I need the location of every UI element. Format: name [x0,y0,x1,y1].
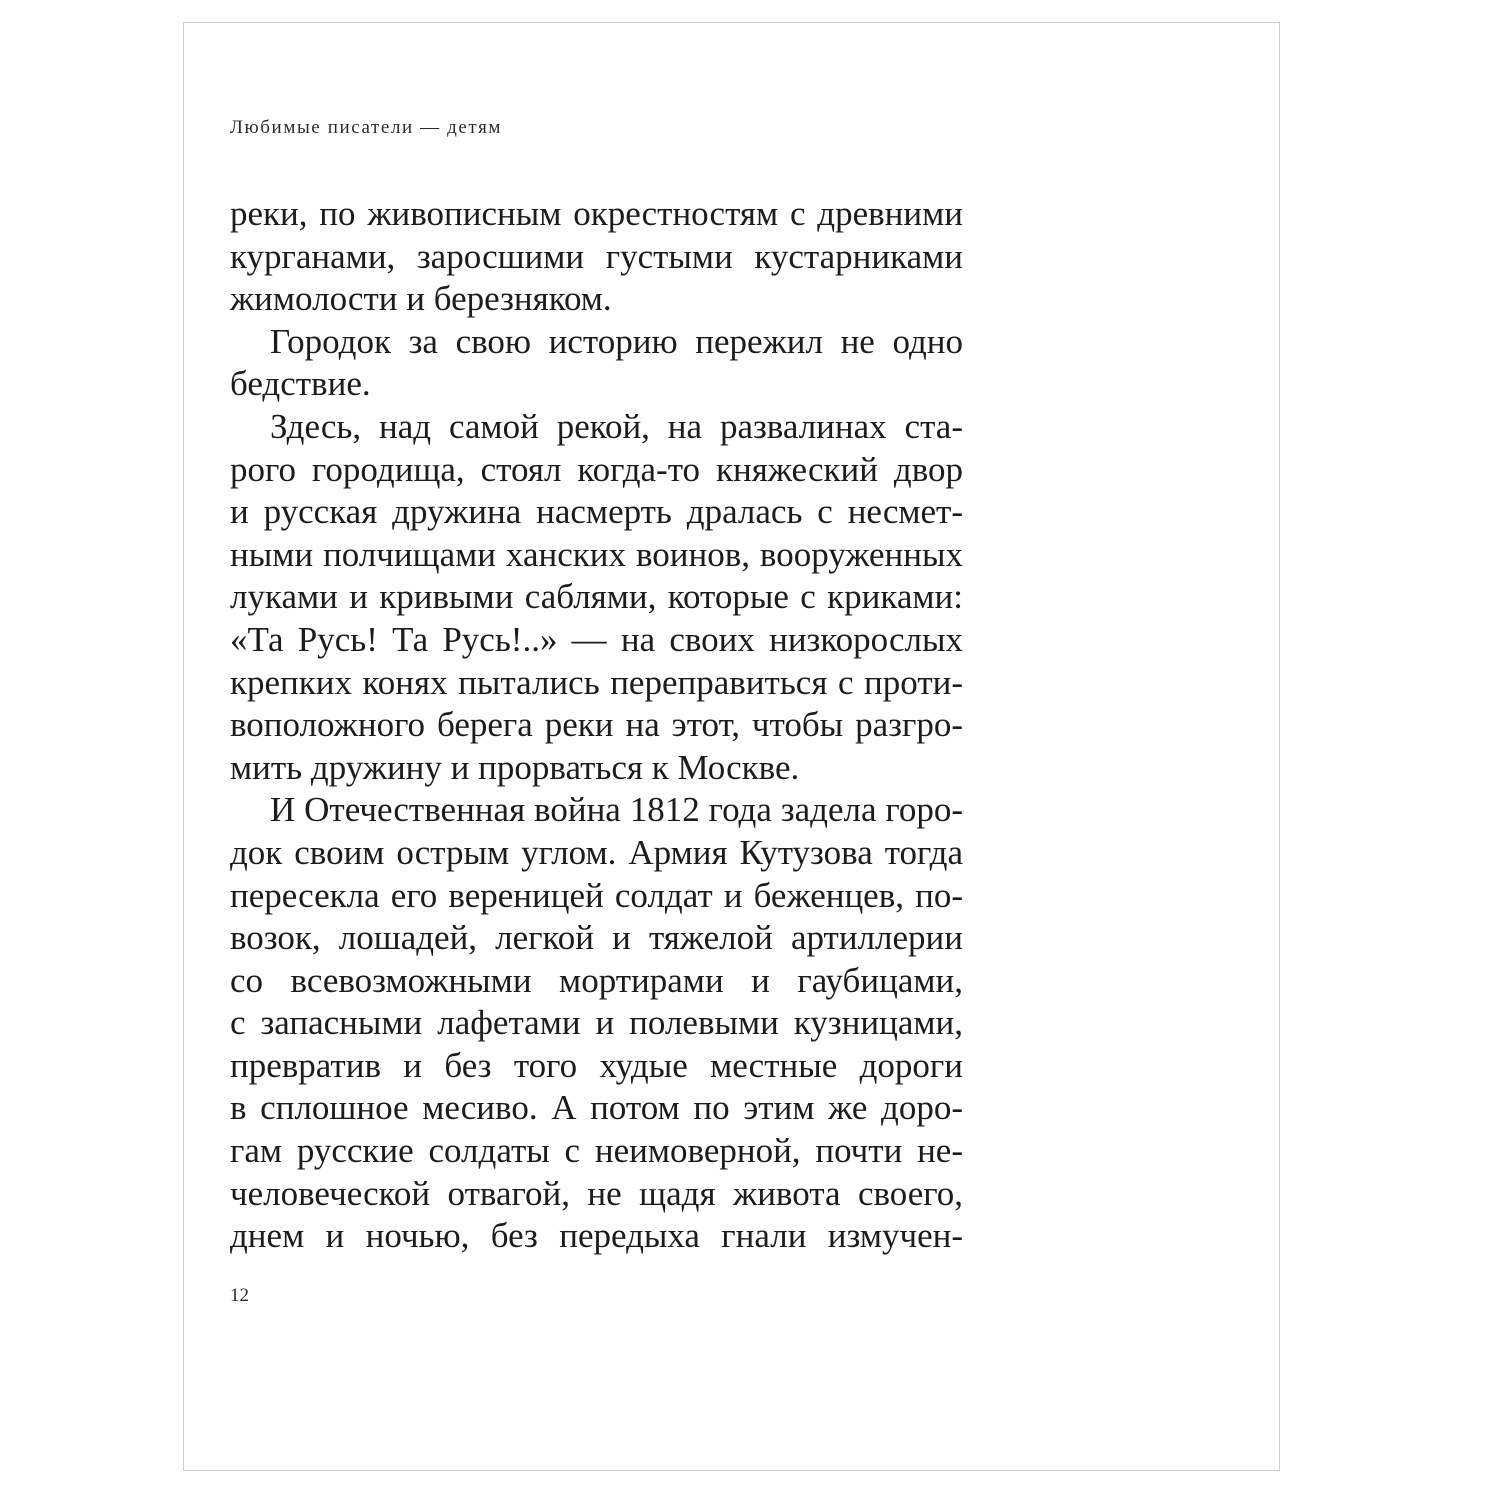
text-line: возок, лошадей, легкой и тяжелой артиллерии [230,918,963,958]
text-line: луками и кривыми саблями, которые с криками: [230,577,963,617]
running-head: Любимые писатели — детям [230,117,503,138]
text-line: превратив и без того худые местные дороги [230,1045,963,1085]
text-line: человеческой отвагой, не щадя живота своего, [230,1173,963,1213]
text-line: жимолости и березняком. [230,279,612,319]
text-line: док своим острым углом. Армия Кутузова тогда [230,832,963,872]
text-line: курганами, заросшими густыми кустарниками [230,236,963,276]
text-line: Здесь, над самой рекой, на развалинах ста- [270,406,963,446]
body-text [230,193,963,1258]
text-line: рого городища, стоял когда-то княжеский двор [230,449,963,489]
text-line: крепких конях пытались переправиться с проти- [230,662,963,702]
page-number: 12 [230,1285,249,1306]
text-line: И Отечественная война 1812 года задела горо- [270,790,963,830]
text-line: «Та Русь! Та Русь!..» — на своих низкорослых [230,619,963,659]
text-line: Городок за свою историю пережил не одно [270,321,963,361]
text-line: пересекла его вереницей солдат и беженцев, по- [230,875,963,915]
text-line: днем и ночью, без передыха гнали измучен- [230,1216,963,1256]
text-line: воположного берега реки на этот, чтобы разгро- [230,705,963,745]
text-line: реки, по живописным окрестностям с древними [230,194,963,233]
text-line: гам русские солдаты с неимоверной, почти не- [230,1131,963,1171]
text-line: бедствие. [230,364,371,404]
text-line: в сплошное месиво. А потом по этим же доро- [230,1088,963,1128]
text-line: ными полчищами ханских воинов, вооруженных [230,534,963,574]
text-line: и русская дружина насмерть дралась с несмет- [230,492,963,532]
text-line: с запасными лафетами и полевыми кузницами, [230,1003,963,1043]
text-line: со всевозможными мортирами и гаубицами, [230,960,963,1000]
text-line: мить дружину и прорваться к Москве. [230,747,800,787]
